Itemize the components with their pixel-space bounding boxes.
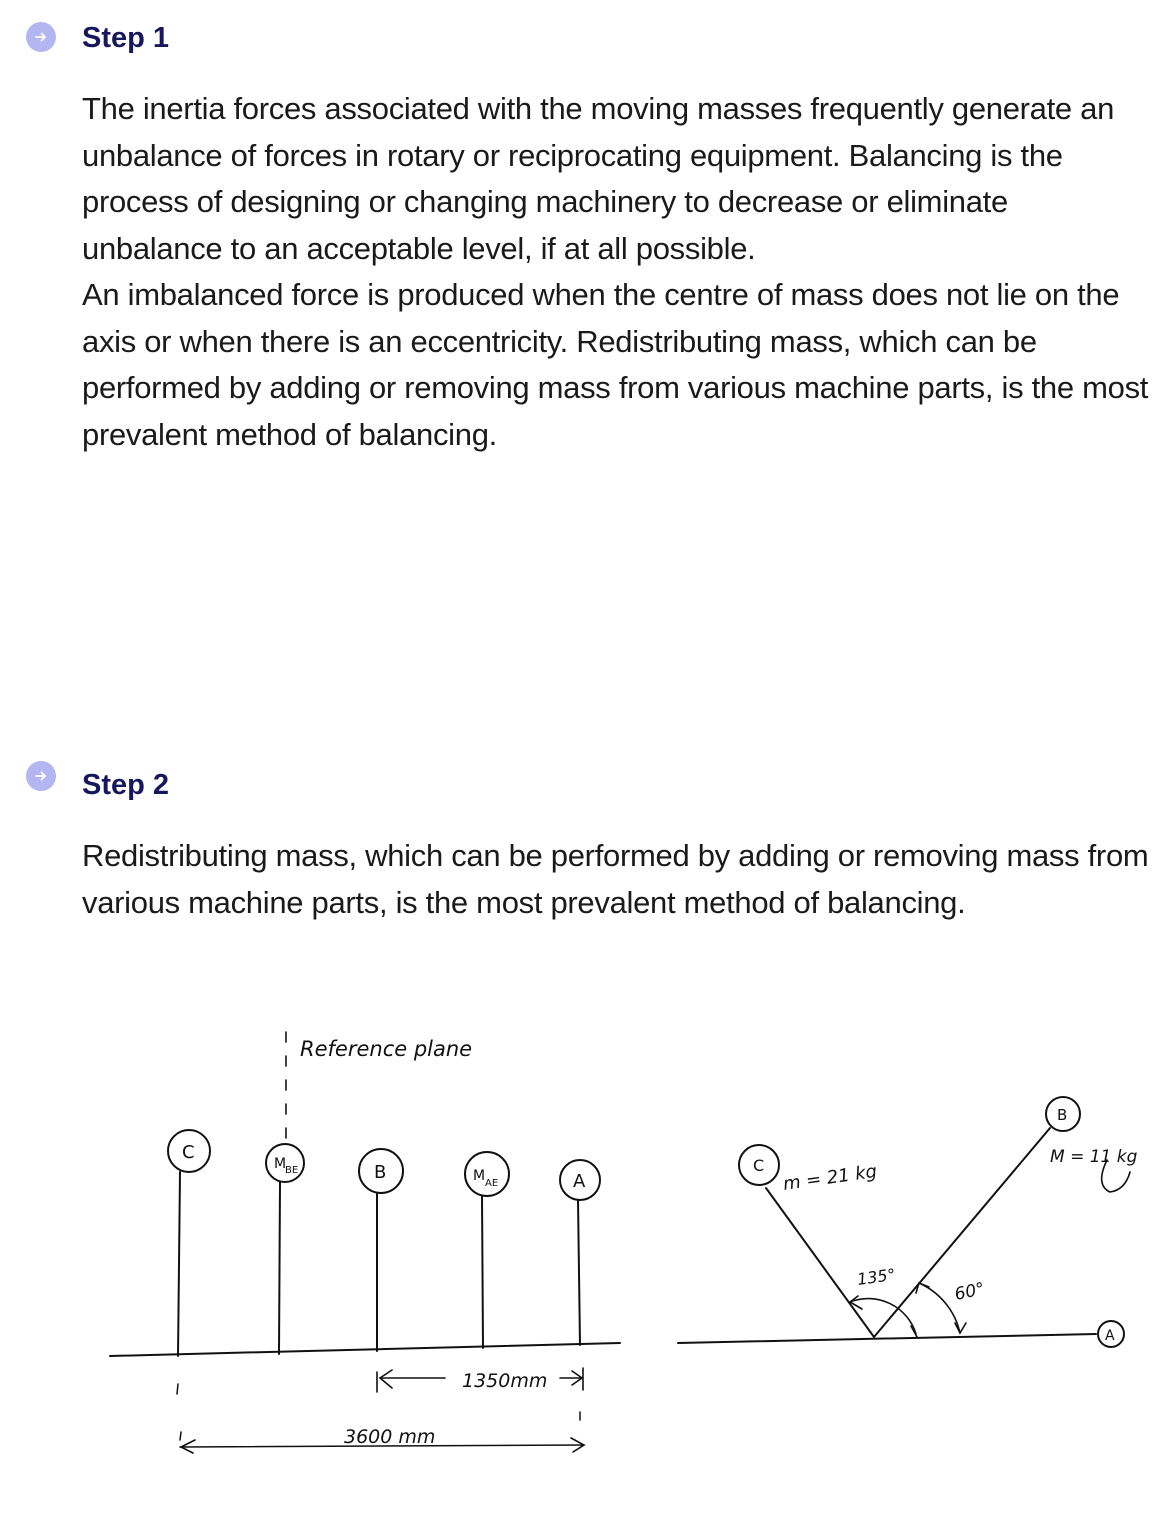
angular-B-label: B xyxy=(1057,1106,1068,1124)
mass-C-value: m = 21 kg xyxy=(781,1160,879,1195)
plane-C-line xyxy=(178,1172,180,1356)
radius-B-line xyxy=(874,1128,1050,1337)
reference-plane-label: Reference plane xyxy=(300,1037,473,1061)
mass-MAE-label: M xyxy=(473,1168,486,1184)
step-body xyxy=(82,833,1152,926)
mass-MAE-circle xyxy=(465,1152,509,1196)
step-2-header xyxy=(26,761,56,791)
dimension-3600-label: 3600 mm xyxy=(344,1426,436,1448)
mass-B-label: B xyxy=(374,1162,387,1183)
mass-C-label: C xyxy=(182,1142,195,1163)
step-title: Step 2 xyxy=(82,769,170,801)
plane-A-line xyxy=(578,1200,580,1345)
step-title: Step 1 xyxy=(82,22,170,54)
paragraph: Redistributing mass, which can be performed by adding or removing mass from various machine parts, is the most prevalent method of balancing. xyxy=(82,838,1149,920)
mass-A-label: A xyxy=(573,1171,586,1192)
angular-A-label: A xyxy=(1105,1328,1115,1344)
paragraph: An imbalanced force is produced when the centre of mass does not lie on the axis or when there is an eccentricity. Redistributing mass, which can be performed by adding or removing mass from various machine parts, is the most prevalent method of balancing. xyxy=(82,277,1149,452)
step-body xyxy=(82,86,1152,458)
dimension-1350-label: 1350mm xyxy=(462,1370,548,1392)
step-1-header xyxy=(26,22,56,52)
angle-135-label: 135° xyxy=(855,1264,897,1289)
arrow-right-circle-icon xyxy=(26,22,56,52)
balancing-diagram xyxy=(0,1010,1167,1510)
angle-60-label: 60° xyxy=(952,1279,987,1305)
shaft-axis-line xyxy=(110,1343,620,1356)
plane-MAE-line xyxy=(482,1196,483,1348)
angular-C-label: C xyxy=(753,1156,765,1175)
reference-line-A xyxy=(678,1334,1096,1343)
mass-MBE-label: M xyxy=(274,1156,287,1172)
mass-B-value: M = 11 kg xyxy=(1050,1147,1138,1167)
mass-MAE-subscript: AE xyxy=(485,1178,499,1189)
plane-MBE-line xyxy=(279,1182,280,1354)
radius-C-line xyxy=(766,1188,874,1337)
arrow-right-circle-icon xyxy=(26,761,56,791)
mass-MBE-subscript: BE xyxy=(285,1165,299,1176)
paragraph: The inertia forces associated with the moving masses frequently generate an unbalance of forces in rotary or reciprocating equipment. Balancing is the process of designing or changing machinery to decrease or eliminate unbalance to an acceptable level, if at all possible. xyxy=(82,91,1115,266)
angular-diagram xyxy=(678,1097,1130,1347)
